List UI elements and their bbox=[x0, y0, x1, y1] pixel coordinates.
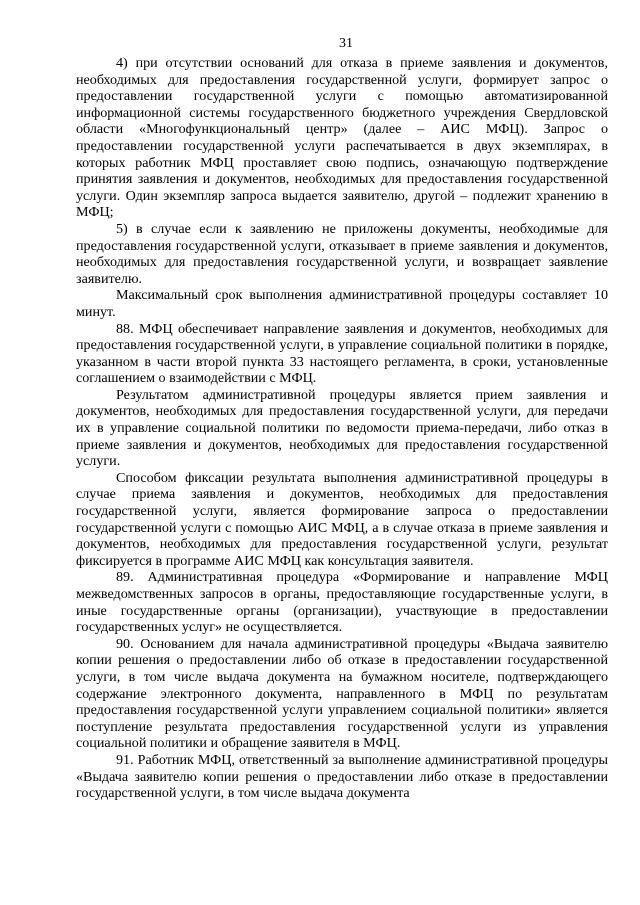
paragraph-88: 88. МФЦ обеспечивает направление заявления и документов, необходимых для предоставления государственной услуги, в управление социальной политики в порядке, указанном в части второй пункта 33 настоящего регламента, в сроки, установленные соглашением о взаимодействии с МФЦ. bbox=[76, 320, 608, 387]
paragraph-89: 89. Административная процедура «Формирование и направление МФЦ межведомственных запросов в органы, предоставляющие государственные услуги, в иные государственные органы (организации), участвующие в предоставлении государственных услуг» не осуществляется. bbox=[76, 569, 608, 636]
paragraph-procedure-result: Результатом административной процедуры является прием заявления и документов, необходимых для предоставления государственной услуги, для передачи их в управление социальной политики по ведомости приема-передачи, либо отказ в приеме заявления и документов, необходимых для предоставления государственной услуги. bbox=[76, 386, 608, 470]
paragraph-max-duration: Максимальный срок выполнения административной процедуры составляет 10 минут. bbox=[76, 287, 608, 320]
paragraph-result-fixation: Способом фиксации результата выполнения административной процедуры в случае приема заявления и документов, необходимых для предоставления государственной услуги, является формирование запроса о предоставлении государственной услуги с помощью АИС МФЦ, а в случае отказа в приеме заявления и документов, необходимых для предоставления государственной услуги, результат фиксируется в программе АИС МФЦ как консультация заявителя. bbox=[76, 469, 608, 569]
page-number: 31 bbox=[339, 36, 353, 51]
paragraph-90: 90. Основанием для начала административной процедуры «Выдача заявителю копии решения о предоставлении либо об отказе в предоставлении государственной услуги, в том числе выдача документа на бумажном носителе, подтверждающего содержание электронного документа, направленного в МФЦ по результатам предоставления государственной услуги управлением социальной политики» является поступление результата предоставления государственной услуги из управления социальной политики и обращение заявителя в МФЦ. bbox=[76, 635, 608, 752]
paragraph-item-5: 5) в случае если к заявлению не приложены документы, необходимые для предоставления государственной услуги, отказывает в приеме заявления и документов, необходимых для предоставления государственной услуги, и возвращает заявление заявителю. bbox=[76, 220, 608, 287]
paragraph-item-4: 4) при отсутствии оснований для отказа в приеме заявления и документов, необходимых для предоставления государственной услуги, формирует запрос о предоставлении государственной услуги с помощью автоматизированной информационной системы государственного бюджетного учреждения Свердловской области «Многофункциональный центр» (далее – АИС МФЦ). Запрос о предоставлении государственной услуги распечатывается в двух экземплярах, в которых работник МФЦ проставляет свою подпись, означающую подтверждение принятия заявления и документов, необходимых для предоставления государственной услуги. Один экземпляр запроса выдается заявителю, другой – подлежит хранению в МФЦ; bbox=[76, 55, 608, 221]
paragraph-91: 91. Работник МФЦ, ответственный за выполнение административной процедуры «Выдача заявителю копии решения о предоставлении либо отказе в предоставлении государственной услуги, в том числе выдача документа bbox=[76, 751, 608, 802]
